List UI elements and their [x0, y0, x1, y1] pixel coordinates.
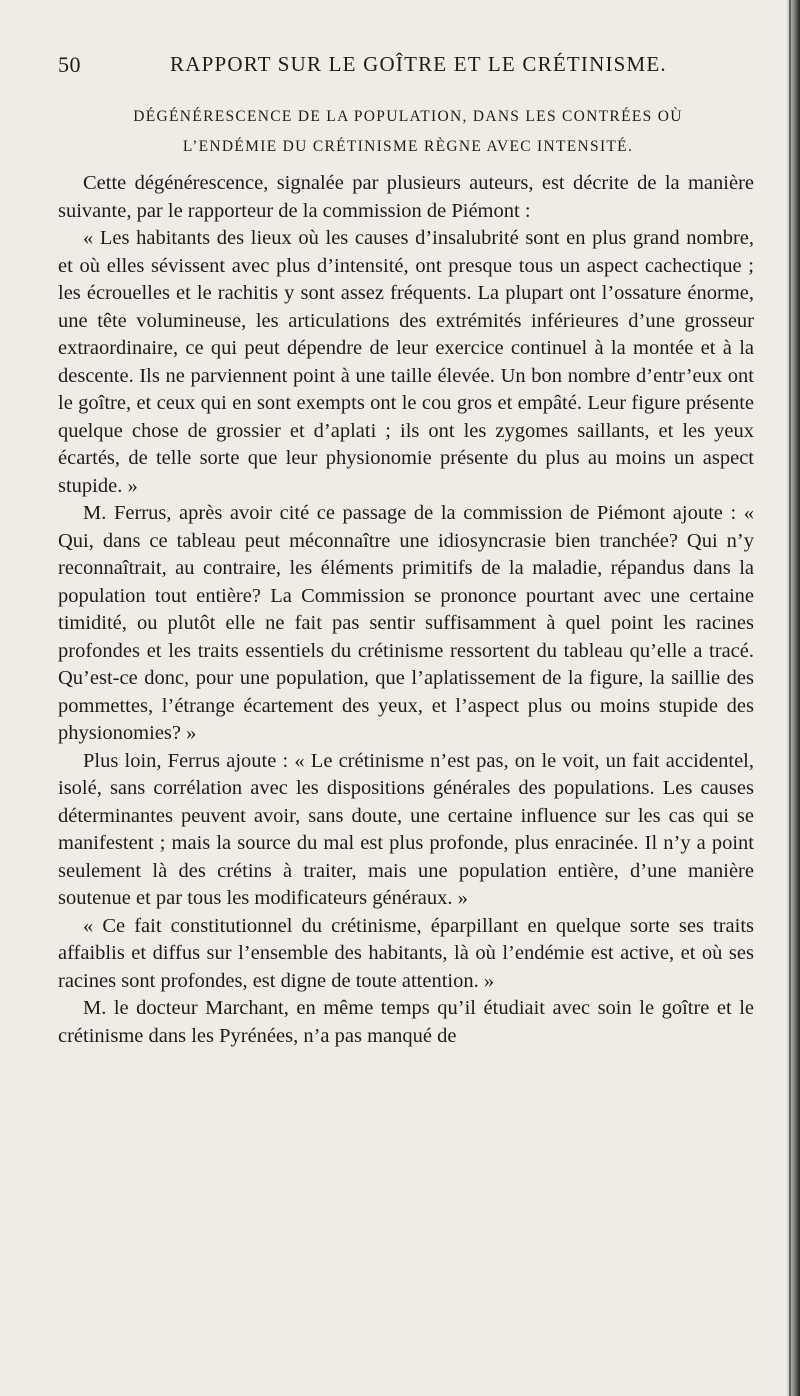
page-number: 50 — [58, 52, 81, 77]
section-heading — [58, 102, 758, 162]
section-heading-line-1: DÉGÉNÉRESCENCE DE LA POPULATION, DANS LES CONTRÉES OÙ — [133, 108, 683, 125]
running-head — [58, 52, 758, 84]
paragraph: « Les habitants des lieux où les causes d’insalubrité sont en plus grand nombre, et où elles sévissent avec plus d’intensité, ont presque tous un aspect cachectique ; les écrouelles et le rachitis y sont assez fréquents. La plupart ont l’ossature énorme, une tête volumineuse, les articulations des extrémités inférieures d’une grosseur extraordinaire, ce qui peut dépendre de leur exercice continuel à la montée et à la descente. Ils ne parviennent point à une taille élevée. Un bon nombre d’entr’eux ont le goître, et ceux qui en sont exempts ont le cou gros et empâté. Leur figure présente quelque chose de grossier et d’aplati ; ils ont les zygomes saillants, et les yeux écartés, de telle sorte que leur physionomie présente du plus au moins un aspect stupide. » — [58, 227, 754, 497]
body-text — [58, 170, 754, 1050]
paragraph: M. le docteur Marchant, en même temps qu’il étudiait avec soin le goître et le crétinisme dans les Pyrénées, n’a pas manqué de — [58, 997, 754, 1047]
paragraph: M. Ferrus, après avoir cité ce passage de la commission de Piémont ajoute : « Qui, dans ce tableau peut méconnaître une idiosyncrasie bien tranchée? Qui n’y reconnaîtrait, au contraire, les éléments primitifs de la maladie, répandus dans la population tout entière? La Commission se prononce pourtant avec une certaine timidité, ou plutôt elle ne fait pas sentir suffisamment à quel point les racines profondes et les traits essentiels du crétinisme ressortent du tableau qu’elle a tracé. Qu’est-ce donc, pour une population, que l’aplatissement de la figure, la saillie des pommettes, l’étrange écartement des yeux, et l’aspect plus ou moins stupide des physionomies? » — [58, 502, 754, 744]
paragraph: « Ce fait constitutionnel du crétinisme, éparpillant en quelque sorte ses traits affaiblis et diffus sur l’ensemble des habitants, là où l’endémie est active, et où ses racines sont profondes, est digne de toute attention. » — [58, 914, 754, 992]
binding-edge-line — [789, 0, 791, 1396]
paragraph: Cette dégénérescence, signalée par plusieurs auteurs, est décrite de la manière suivante, par le rapporteur de la commission de Piémont : — [58, 172, 754, 222]
paragraph: Plus loin, Ferrus ajoute : « Le crétinisme n’est pas, on le voit, un fait accidentel, isolé, sans corrélation avec les dispositions générales des populations. Les causes déterminantes peuvent avoir, sans doute, une certaine influence sur les cas qui se manifestent ; mais la source du mal est plus profonde, plus enracinée. Il n’y a point seulement là des crétins à traiter, mais une population entière, d’une manière soutenue et par tous les modificateurs généraux. » — [58, 749, 754, 909]
section-heading-line-2: L’ENDÉMIE DU CRÉTINISME RÈGNE AVEC INTENSITÉ. — [182, 138, 634, 155]
running-title: RAPPORT SUR LE GOÎTRE ET LE CRÉTINISME. — [170, 52, 667, 76]
